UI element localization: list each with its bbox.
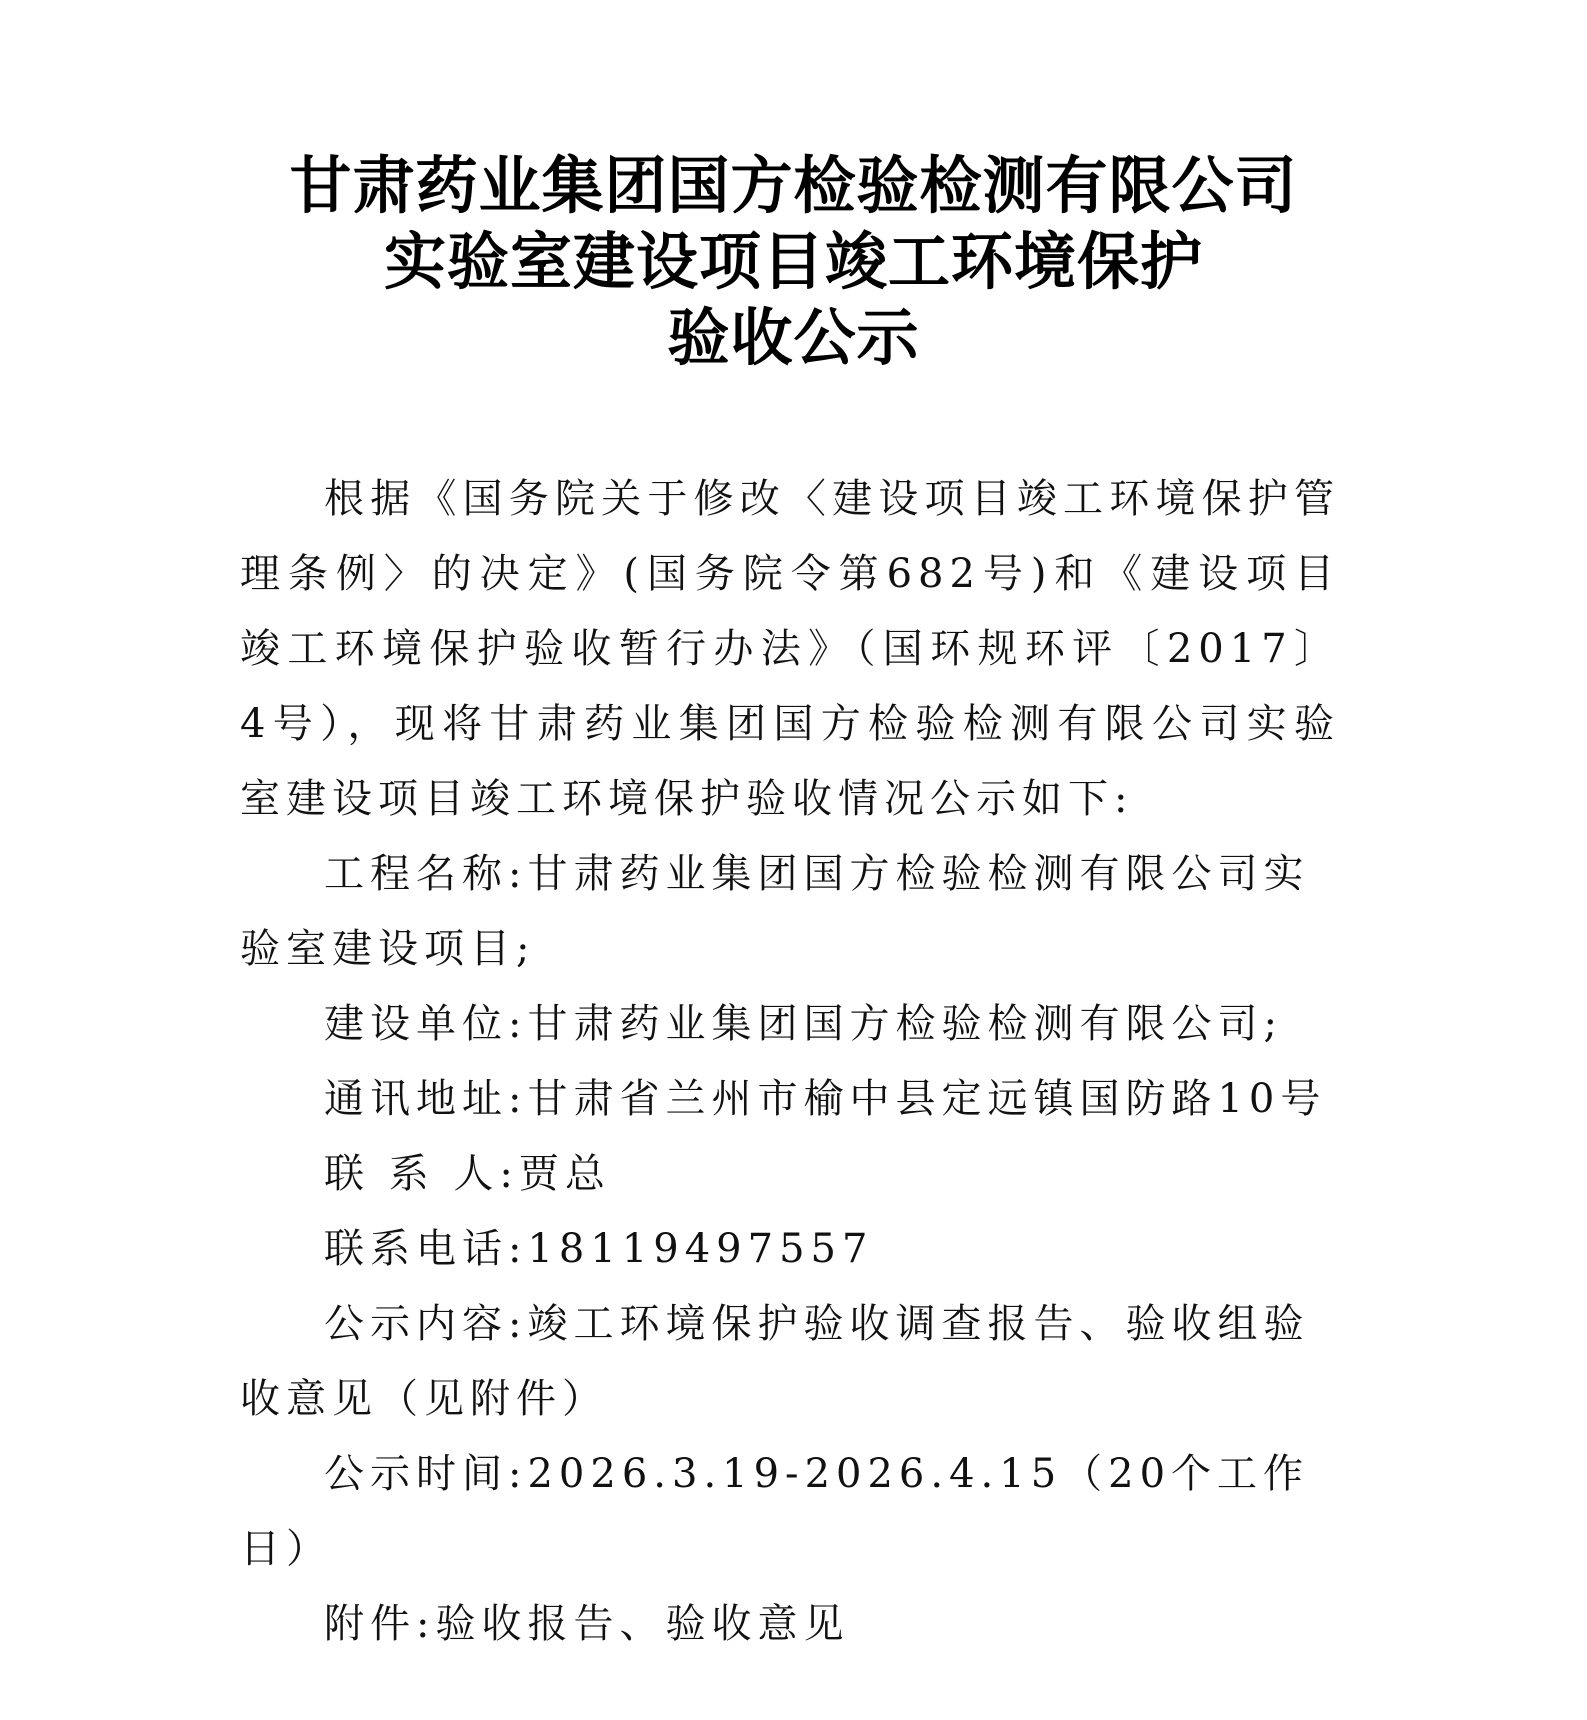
field-value: 验收报告、验收意见 — [435, 1601, 850, 1647]
field-label: 联系电话: — [324, 1226, 528, 1272]
field-value: 2026.3.19-2026.4.15（20个工作日） — [240, 1451, 1310, 1572]
document-title — [0, 148, 1587, 376]
title-line-3: 验收公示 — [667, 301, 920, 374]
field-label: 附件: — [324, 1601, 436, 1647]
intro-paragraph: 根据《国务院关于修改〈建设项目竣工环境保护管理条例〉的决定》(国务院令第682号)和《建设项目竣工环境保护验收暂行办法》（国环规环评〔2017〕4号），现将甘肃药业集团国方检验检测有限公司实验室建设项目竣工环境保护验收情况公示如下: — [240, 476, 1340, 822]
field-value: 18119497557 — [527, 1226, 874, 1272]
field-value: 甘肃药业集团国方检验检测有限公司实验室建设项目; — [240, 851, 1310, 972]
field-builder — [240, 987, 1340, 1062]
document-body — [240, 462, 1340, 1662]
field-label: 通讯地址: — [324, 1076, 528, 1122]
field-address — [240, 1062, 1340, 1137]
field-content — [240, 1287, 1340, 1437]
field-label: 公示时间: — [324, 1451, 528, 1497]
field-contact — [240, 1137, 1340, 1212]
field-value: 甘肃药业集团国方检验检测有限公司; — [527, 1001, 1283, 1047]
field-label: 工程名称: — [324, 851, 528, 897]
field-label: 联 系 人: — [324, 1151, 519, 1197]
field-label: 建设单位: — [324, 1001, 528, 1047]
field-attachment — [240, 1587, 1340, 1662]
field-label: 公示内容: — [324, 1301, 528, 1347]
field-project-name — [240, 837, 1340, 987]
field-phone — [240, 1212, 1340, 1287]
field-value: 甘肃省兰州市榆中县定远镇国防路10号 — [527, 1076, 1327, 1122]
field-period — [240, 1437, 1340, 1587]
field-value: 竣工环境保护验收调查报告、验收组验收意见（见附件） — [240, 1301, 1310, 1422]
title-line-2: 实验室建设项目竣工环境保护 — [383, 225, 1203, 298]
field-value: 贾总 — [518, 1151, 611, 1197]
title-line-1: 甘肃药业集团国方检验检测有限公司 — [289, 149, 1298, 222]
